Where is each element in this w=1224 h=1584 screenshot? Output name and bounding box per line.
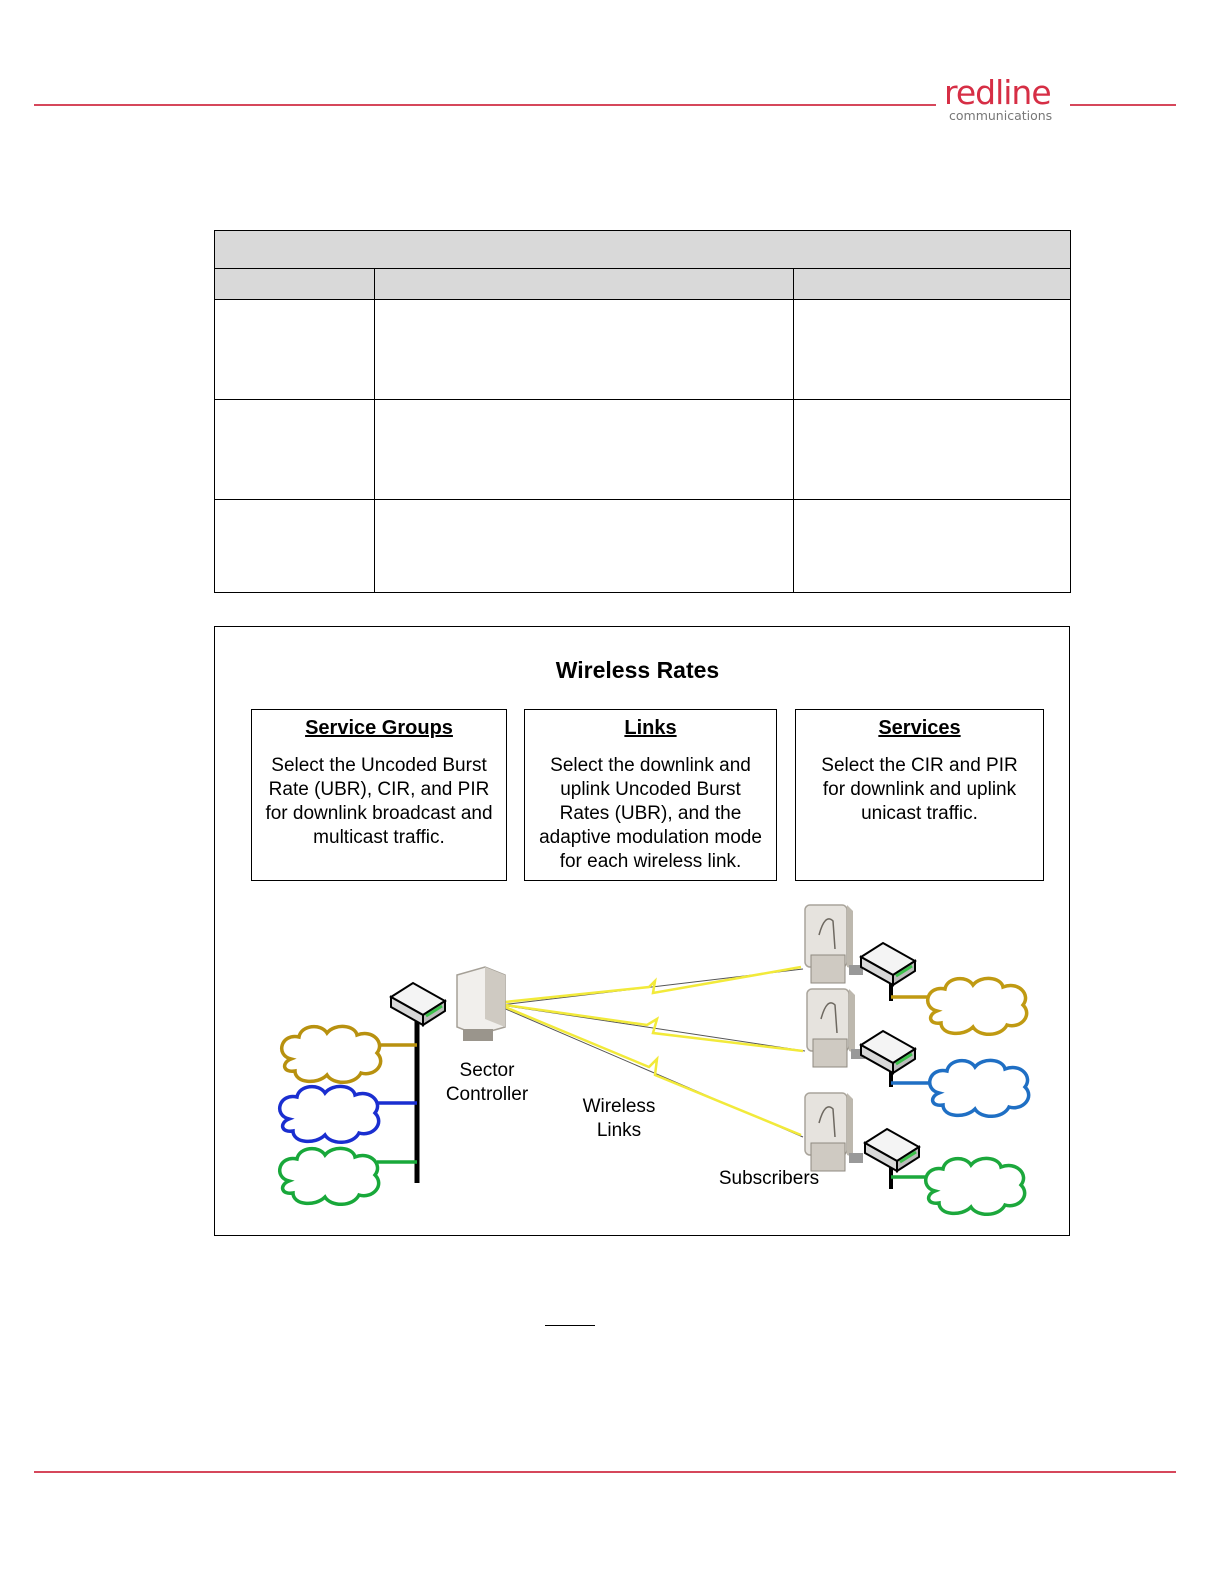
network-cloud	[928, 978, 1027, 1034]
box-heading: Service Groups	[305, 717, 453, 739]
network-cloud	[926, 1158, 1025, 1214]
sector-controller-unit	[457, 967, 505, 1041]
box-line: unicast traffic.	[861, 803, 978, 824]
box-line: Rate (UBR), CIR, and PIR	[268, 779, 490, 800]
subscriber-antenna	[807, 989, 865, 1067]
wireless-rates-figure	[214, 626, 1070, 1236]
table-title-row	[215, 231, 1071, 269]
table-cell	[375, 400, 794, 500]
table-header-cell	[794, 269, 1071, 300]
table-cell	[215, 400, 375, 500]
wireless-links-label	[567, 1095, 671, 1143]
table-row	[215, 300, 1071, 400]
subscriber-antenna	[805, 905, 863, 983]
label-line: Wireless	[582, 1096, 656, 1117]
caption-underline	[545, 1325, 595, 1326]
network-diagram	[215, 627, 1069, 1235]
header-rule-left	[34, 104, 936, 106]
core-router	[391, 983, 445, 1025]
table-row	[215, 500, 1071, 593]
table-header-cell	[215, 269, 375, 300]
box-line: Select the downlink and	[550, 755, 751, 776]
network-cloud	[282, 1026, 381, 1082]
table-header-row	[215, 269, 1071, 300]
subscriber-router	[865, 1129, 919, 1171]
label-line: Sector	[459, 1060, 515, 1081]
table-row	[215, 400, 1071, 500]
table-cell	[215, 500, 375, 593]
box-line: Rates (UBR), and the	[559, 803, 742, 824]
table-cell	[794, 400, 1071, 500]
sector-controller-label	[435, 1059, 539, 1107]
box-line: Select the Uncoded Burst	[271, 755, 487, 776]
box-line: adaptive modulation mode	[539, 827, 762, 848]
box-line: uplink Uncoded Burst	[560, 779, 741, 800]
subscribers-label: Subscribers	[718, 1168, 820, 1189]
subscriber-antenna	[805, 1093, 863, 1171]
redline-logo	[944, 73, 1068, 123]
figure-title: Wireless Rates	[555, 657, 720, 683]
header-rule-right	[1070, 104, 1176, 106]
table-header-cell	[375, 269, 794, 300]
logo-wordmark: redline	[944, 73, 1051, 112]
rates-table	[214, 230, 1071, 593]
network-cloud	[280, 1148, 379, 1204]
logo-tagline: communications	[949, 108, 1053, 123]
box-line: for downlink and uplink	[822, 779, 1017, 800]
subscriber-router	[861, 943, 915, 985]
box-heading: Links	[624, 717, 677, 739]
subscriber-router	[861, 1031, 915, 1073]
box-line: for downlink broadcast and	[265, 803, 493, 824]
network-cloud	[930, 1060, 1029, 1116]
footer-rule	[34, 1471, 1176, 1473]
table-title-cell	[215, 231, 1071, 269]
table-cell	[794, 300, 1071, 400]
box-line: for each wireless link.	[559, 851, 742, 872]
table-cell	[794, 500, 1071, 593]
label-line: Links	[596, 1120, 642, 1141]
table-cell	[375, 500, 794, 593]
network-cloud	[280, 1086, 379, 1142]
table-cell	[215, 300, 375, 400]
box-line: Select the CIR and PIR	[821, 755, 1018, 776]
box-line: multicast traffic.	[313, 827, 445, 848]
label-line: Controller	[445, 1084, 529, 1105]
table-cell	[375, 300, 794, 400]
box-heading: Services	[878, 717, 961, 739]
